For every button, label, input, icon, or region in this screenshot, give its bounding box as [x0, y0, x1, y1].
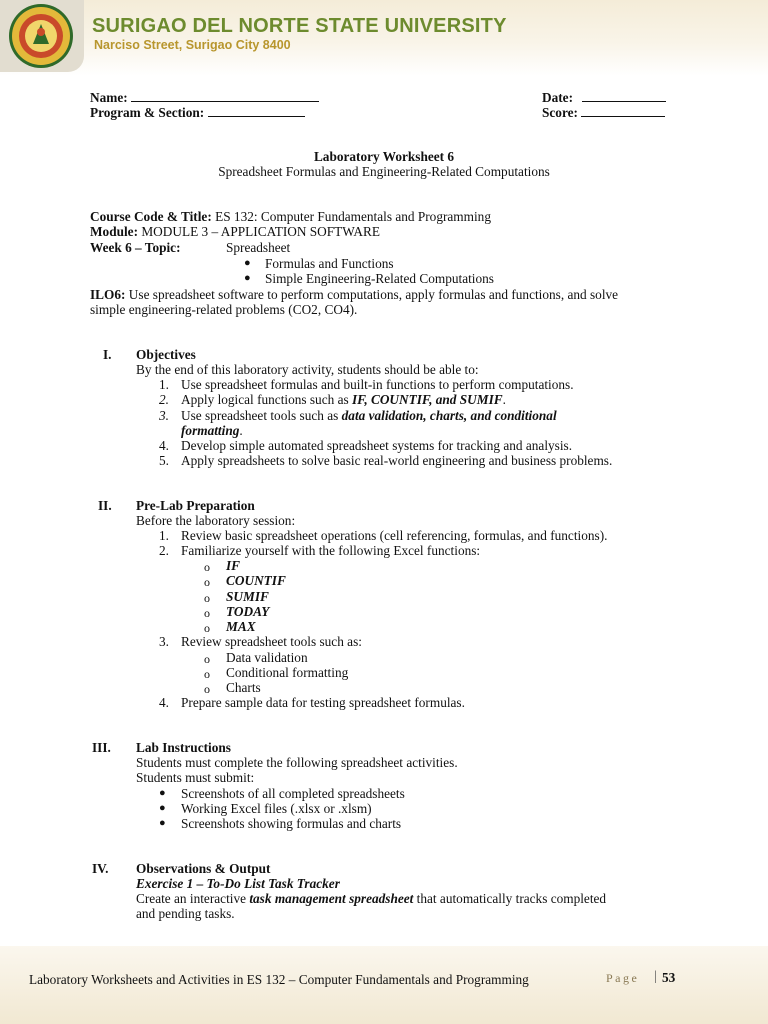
- ilo-text-2: simple engineering-related problems (CO2, CO4).: [90, 302, 358, 317]
- footer-text: Laboratory Worksheets and Activities in ES 132 – Computer Fundamentals and Programming: [29, 972, 529, 987]
- sub-bullet: o: [204, 606, 210, 620]
- topic-item: Formulas and Functions: [265, 256, 394, 271]
- submit-item: Screenshots showing formulas and charts: [181, 816, 402, 831]
- sub-bullet: o: [204, 652, 210, 666]
- score-blank: [581, 104, 665, 117]
- list-number: 3.: [159, 634, 169, 649]
- function-item: IF: [226, 558, 241, 573]
- prelab-item: Prepare sample data for testing spreadsheet formulas.: [181, 695, 465, 710]
- course-label: Course Code & Title:: [90, 209, 212, 224]
- worksheet-title: Laboratory Worksheet 6: [313, 149, 455, 164]
- exercise-emphasis: task management spreadsheet: [249, 891, 414, 906]
- list-number: 5.: [159, 453, 169, 468]
- sub-bullet: o: [204, 667, 210, 681]
- prelab-item: Familiarize yourself with the following Excel functions:: [181, 543, 481, 558]
- sub-bullet: o: [204, 575, 210, 589]
- submit-item: Screenshots of all completed spreadsheets: [181, 786, 405, 801]
- submit-item: Working Excel files (.xlsx or .xlsm): [181, 801, 372, 816]
- submit-bullet: ●: [159, 817, 166, 829]
- exercise-text: that automatically tracks completed: [413, 891, 607, 906]
- name-blank: [131, 89, 319, 102]
- function-item: SUMIF: [226, 589, 269, 604]
- objective-item-cont: [181, 423, 243, 438]
- section-numeral: III.: [92, 740, 111, 755]
- prelab-intro: Before the laboratory session:: [136, 513, 296, 528]
- module-line: [90, 224, 380, 239]
- exercise-text: Create an interactive: [136, 891, 250, 906]
- prelab-item: Review spreadsheet tools such as:: [181, 634, 362, 649]
- section-heading-instructions: Lab Instructions: [136, 740, 231, 755]
- objective-item: Use spreadsheet formulas and built-in functions to perform computations.: [181, 377, 574, 392]
- name-field: [90, 89, 319, 105]
- module-label: Module:: [90, 224, 139, 239]
- list-number: 1.: [159, 377, 169, 392]
- score-field: [542, 104, 665, 120]
- sub-bullet: o: [204, 621, 210, 635]
- university-name: SURIGAO DEL NORTE STATE UNIVERSITY: [92, 15, 507, 37]
- ilo-line: [90, 287, 618, 302]
- exercise-title: Exercise 1 – To-Do List Task Tracker: [136, 876, 340, 891]
- instructions-line: Students must complete the following spreadsheet activities.: [136, 755, 458, 770]
- course-line: [90, 209, 491, 224]
- section-heading-objectives: Objectives: [136, 347, 196, 362]
- objective-text: .: [502, 392, 506, 407]
- sub-bullet: o: [204, 560, 210, 574]
- logo-container: [0, 0, 84, 72]
- section-numeral: I.: [103, 347, 112, 362]
- objective-item: Develop simple automated spreadsheet systems for tracking and analysis.: [181, 438, 573, 453]
- submit-bullet: ●: [159, 802, 166, 814]
- objective-item: [181, 408, 557, 423]
- objective-text: Apply logical functions such as: [181, 392, 352, 407]
- score-label: Score:: [542, 105, 578, 120]
- sub-bullet: o: [204, 591, 210, 605]
- list-number: 3.: [159, 408, 169, 423]
- list-number: 1.: [159, 528, 169, 543]
- topic-item: Simple Engineering-Related Computations: [265, 271, 494, 286]
- worksheet-subtitle: Spreadsheet Formulas and Engineering-Related Computations: [218, 164, 550, 179]
- university-address: Narciso Street, Surigao City 8400: [94, 38, 291, 52]
- date-field: [542, 89, 666, 105]
- week-label: Week 6 – Topic:: [90, 240, 181, 255]
- page-label: Page: [606, 971, 640, 985]
- page-header: [0, 0, 768, 76]
- section-heading-prelab: Pre-Lab Preparation: [136, 498, 255, 513]
- submit-bullet: ●: [159, 787, 166, 799]
- objective-item: Apply spreadsheets to solve basic real-world engineering and business problems.: [181, 453, 613, 468]
- objective-text: Use spreadsheet tools such as: [181, 408, 342, 423]
- ilo-text: Use spreadsheet software to perform computations, apply formulas and functions, and solve: [125, 287, 619, 302]
- name-label: Name:: [90, 90, 128, 105]
- list-number: 4.: [159, 438, 169, 453]
- university-seal-icon: [6, 2, 76, 70]
- topic-bullet: ●: [244, 272, 251, 284]
- section-heading-observations: Observations & Output: [136, 861, 271, 876]
- objective-text: .: [239, 423, 243, 438]
- page-separator: |: [654, 969, 657, 984]
- topic-bullet: ●: [244, 257, 251, 269]
- program-field: [90, 104, 305, 120]
- tool-item: Data validation: [226, 650, 308, 665]
- instructions-line: Students must submit:: [136, 770, 255, 785]
- exercise-description: [136, 891, 606, 906]
- program-label: Program & Section:: [90, 105, 205, 120]
- program-blank: [208, 104, 305, 117]
- function-item: TODAY: [226, 604, 270, 619]
- tool-item: Charts: [226, 680, 261, 695]
- exercise-description-2: and pending tasks.: [136, 906, 235, 921]
- list-number: 2.: [159, 392, 169, 407]
- prelab-item: Review basic spreadsheet operations (cell referencing, formulas, and functions).: [181, 528, 608, 543]
- date-blank: [582, 89, 666, 102]
- page-number: 53: [662, 970, 676, 985]
- objectives-intro: By the end of this laboratory activity, students should be able to:: [136, 362, 479, 377]
- section-numeral: IV.: [92, 861, 109, 876]
- module-value: MODULE 3 – APPLICATION SOFTWARE: [138, 224, 380, 239]
- list-number: 2.: [159, 543, 169, 558]
- section-numeral: II.: [98, 498, 112, 513]
- function-item: MAX: [226, 619, 256, 634]
- week-value: Spreadsheet: [226, 240, 291, 255]
- course-value: ES 132: Computer Fundamentals and Programming: [211, 209, 491, 224]
- ilo-label: ILO6:: [90, 287, 126, 302]
- tool-item: Conditional formatting: [226, 665, 349, 680]
- sub-bullet: o: [204, 682, 210, 696]
- function-item: COUNTIF: [226, 573, 286, 588]
- date-label: Date:: [542, 90, 574, 105]
- objective-emphasis: formatting: [181, 423, 240, 438]
- objective-item: [181, 392, 506, 407]
- objective-emphasis: data validation, charts, and conditional: [341, 408, 557, 423]
- objective-emphasis: IF, COUNTIF, and SUMIF: [351, 392, 503, 407]
- list-number: 4.: [159, 695, 169, 710]
